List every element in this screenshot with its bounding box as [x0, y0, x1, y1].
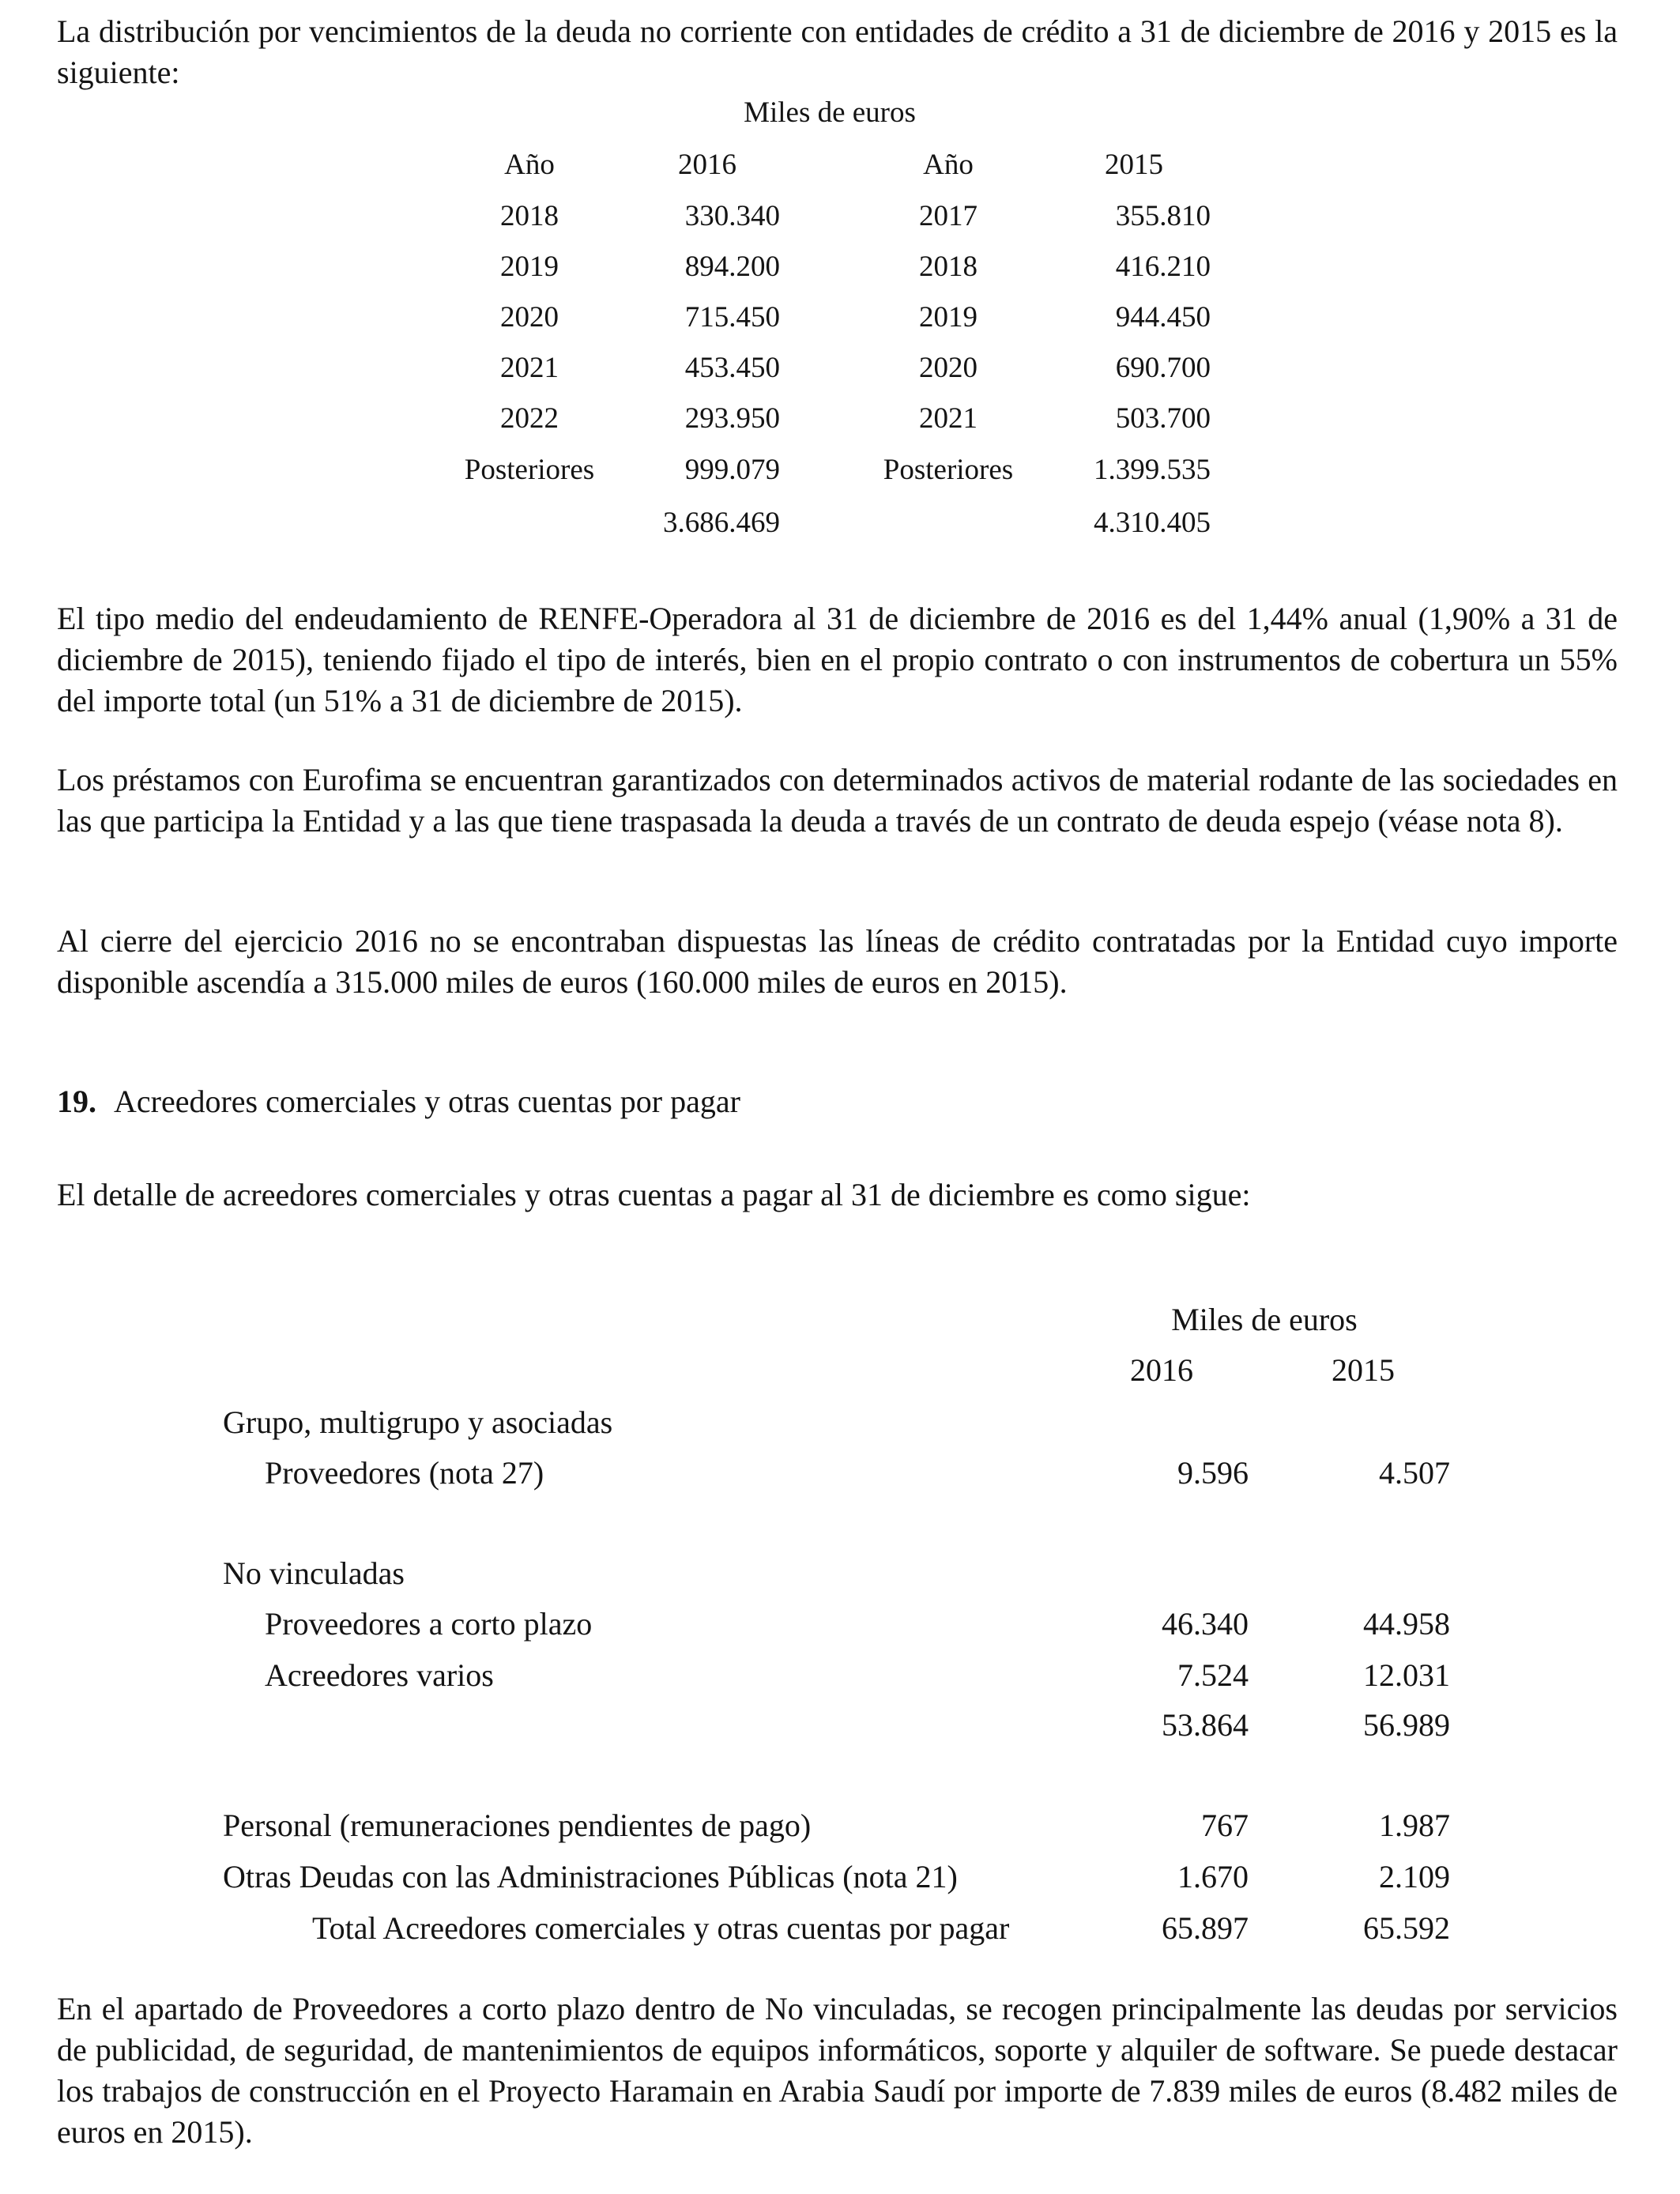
credit-lines-paragraph: Al cierre del ejercicio 2016 no se encontraban dispuestas las líneas de crédito contratadas por la Entidad cuyo importe disponible ascendía a 315.000 miles de euros (160.000 miles de euros en 2015).: [57, 923, 1618, 1000]
maturity-cell: 355.810: [1115, 200, 1211, 232]
table-row-value-2016: 7.524: [1177, 1657, 1249, 1693]
table-row-value-2016: 1.670: [1177, 1859, 1249, 1894]
creditors-header-2015: 2015: [1332, 1352, 1395, 1388]
maturity-header-2016: 2016: [678, 149, 736, 181]
section-title: Acreedores comerciales y otras cuentas por pagar: [114, 1084, 740, 1119]
maturity-cell: 2018: [919, 251, 977, 283]
maturity-cell: Posteriores: [883, 454, 1014, 486]
table-row-label: Proveedores (nota 27): [265, 1455, 544, 1491]
maturity-cell: 2022: [500, 402, 559, 435]
table-row-label: Proveedores a corto plazo: [265, 1606, 593, 1642]
maturity-cell: 2020: [919, 352, 977, 384]
maturity-cell: 999.079: [684, 454, 780, 486]
maturity-cell: 944.450: [1115, 301, 1211, 334]
group-label: Grupo, multigrupo y asociadas: [223, 1404, 613, 1440]
creditors-header-2016: 2016: [1130, 1352, 1193, 1388]
maturity-cell: 2018: [500, 200, 559, 232]
maturity-total-2016: 3.686.469: [663, 507, 780, 539]
maturity-header-2015: 2015: [1105, 149, 1163, 181]
total-value-2015: 65.592: [1363, 1910, 1450, 1946]
table-row-label: Otras Deudas con las Administraciones Públicas (nota 21): [223, 1859, 958, 1894]
maturity-cell: 690.700: [1115, 352, 1211, 384]
maturity-cell: 2021: [500, 352, 559, 384]
maturity-cell: 2019: [919, 301, 977, 334]
section-number: 19.: [57, 1084, 96, 1119]
unrelated-label: No vinculadas: [223, 1555, 405, 1591]
maturity-cell: 715.450: [684, 301, 780, 334]
creditors-unit-header: Miles de euros: [1171, 1302, 1358, 1337]
maturity-cell: 416.210: [1115, 251, 1211, 283]
maturity-unit-header: Miles de euros: [744, 96, 916, 129]
maturity-cell: 2019: [500, 251, 559, 283]
maturity-cell: 1.399.535: [1094, 454, 1211, 486]
table-row-value-2016: 767: [1201, 1808, 1249, 1843]
total-label: Total Acreedores comerciales y otras cuentas por pagar: [312, 1910, 1010, 1946]
interest-rate-paragraph: El tipo medio del endeudamiento de RENFE-Operadora al 31 de diciembre de 2016 es del 1,44% anual (1,90% a 31 de diciembre de 2015), teniendo fijado el tipo de interés, bien en el propio contrato o con instrumentos de cobertura un 55% del importe total (un 51% a 31 de diciembre de 2015).: [57, 601, 1618, 718]
table-row-value-2015: 12.031: [1363, 1657, 1450, 1693]
section-heading: [57, 1083, 740, 1121]
maturity-cell: 293.950: [684, 402, 780, 435]
intro-paragraph: La distribución por vencimientos de la deuda no corriente con entidades de crédito a 31 de diciembre de 2016 y 2015 es la siguiente:: [57, 13, 1618, 90]
table-row-value-2016: 46.340: [1162, 1606, 1249, 1642]
maturity-cell: 503.700: [1115, 402, 1211, 435]
maturity-cell: 2021: [919, 402, 977, 435]
table-row-value-2015: 2.109: [1379, 1859, 1450, 1894]
maturity-cell: 2017: [919, 200, 977, 232]
section-intro: El detalle de acreedores comerciales y otras cuentas a pagar al 31 de diciembre es como sigue:: [57, 1177, 1251, 1212]
maturity-total-2015: 4.310.405: [1094, 507, 1211, 539]
table-row-value-2016: 9.596: [1177, 1455, 1249, 1491]
table-row-value-2015: 4.507: [1379, 1455, 1450, 1491]
table-row-label: Acreedores varios: [265, 1657, 494, 1693]
unrelated-subtotal-2015: 56.989: [1363, 1707, 1450, 1743]
maturity-cell: Posteriores: [464, 454, 595, 486]
maturity-cell: 2020: [500, 301, 559, 334]
eurofima-paragraph: Los préstamos con Eurofima se encuentran garantizados con determinados activos de material rodante de las sociedades en las que participa la Entidad y a las que tiene traspasada la deuda a través de un contrato de deuda espejo (véase nota 8).: [57, 762, 1618, 839]
table-row-label: Personal (remuneraciones pendientes de pago): [223, 1808, 812, 1843]
maturity-cell: 894.200: [684, 251, 780, 283]
maturity-header-year-2016: Año: [504, 149, 555, 181]
table-row-value-2015: 44.958: [1363, 1606, 1450, 1642]
maturity-header-year-2015: Año: [923, 149, 974, 181]
total-value-2016: 65.897: [1162, 1910, 1249, 1946]
unrelated-subtotal-2016: 53.864: [1162, 1707, 1249, 1743]
maturity-cell: 453.450: [684, 352, 780, 384]
table-row-value-2015: 1.987: [1379, 1808, 1450, 1843]
maturity-cell: 330.340: [684, 200, 780, 232]
closing-paragraph: En el apartado de Proveedores a corto plazo dentro de No vinculadas, se recogen principalmente las deudas por servicios de publicidad, de seguridad, de mantenimientos de equipos informáticos, soporte y alquiler de software. Se puede destacar los trabajos de construcción en el Proyecto Haramain en Arabia Saudí por importe de 7.839 miles de euros (8.482 miles de euros en 2015).: [57, 1991, 1618, 2150]
